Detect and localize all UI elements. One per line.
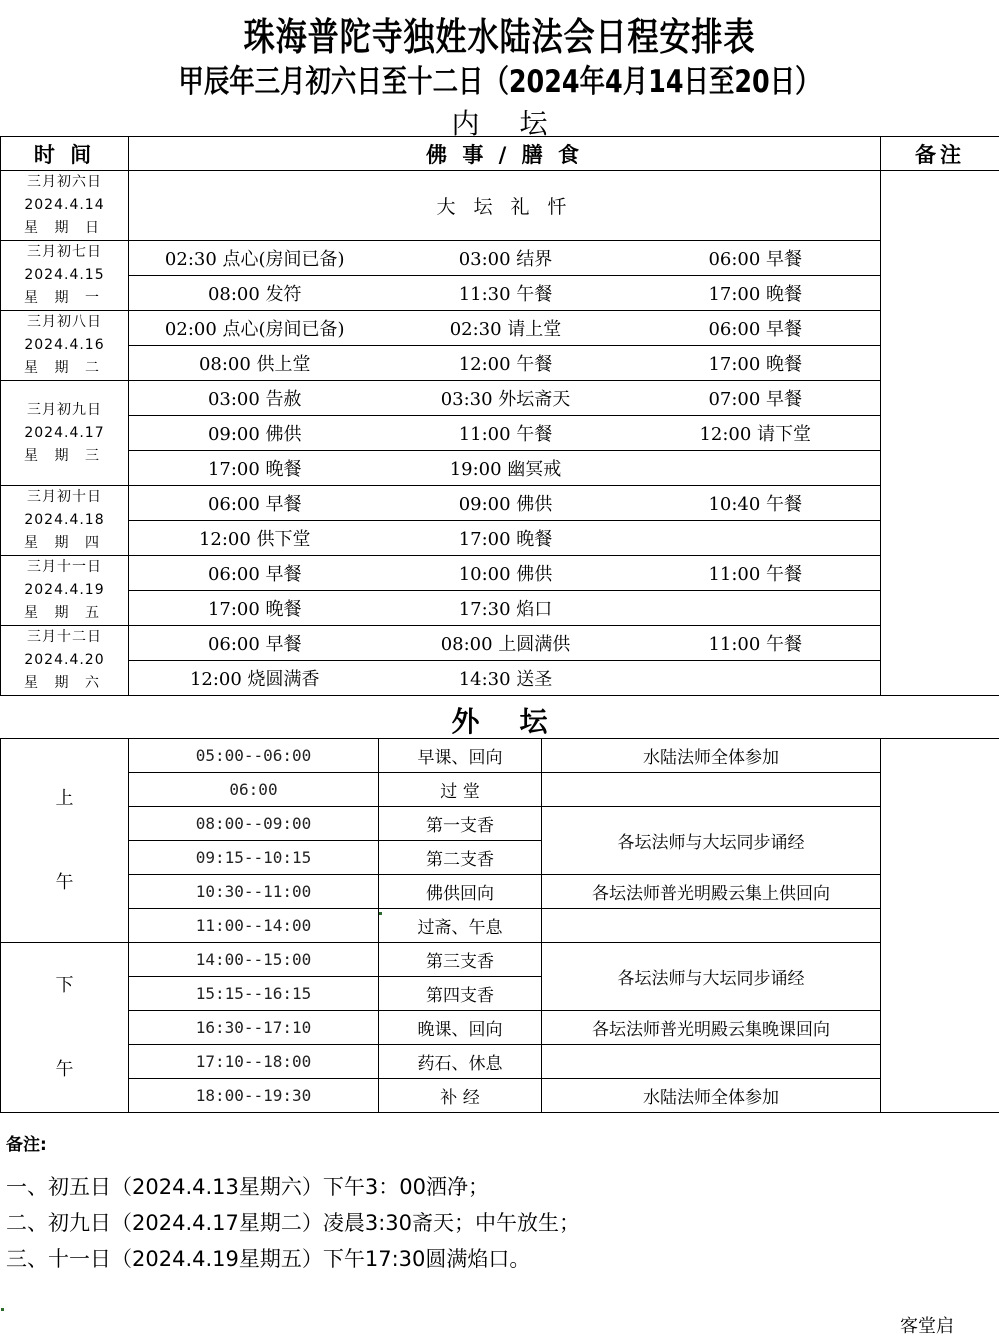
notes-label: 备注:	[6, 1135, 47, 1155]
event-cell: 11:00 午餐	[631, 556, 881, 591]
table-row	[1, 381, 999, 416]
outer-altar-heading: 外坛	[451, 705, 588, 738]
table-row	[1, 416, 999, 451]
solar-date: 2024.4.15	[24, 267, 105, 283]
lunar-date: 三月初十日	[27, 489, 102, 505]
note-cell	[542, 1045, 881, 1079]
lunar-date: 三月初六日	[27, 174, 102, 190]
table-row	[1, 346, 999, 381]
table-row	[1, 1011, 999, 1045]
weekday: 星 期 二	[24, 360, 105, 376]
lunar-date: 三月初七日	[27, 244, 102, 260]
solar-date: 2024.4.17	[24, 424, 105, 441]
time-cell: 05:00--06:00	[129, 739, 379, 773]
note-item: 一、初五日（2024.4.13星期六）下午3：00洒净；	[6, 1175, 489, 1199]
table-row	[1, 276, 999, 311]
event-cell: 12:00 午餐	[381, 346, 631, 381]
event-cell: 17:30 焰口	[381, 591, 631, 626]
remarks-cell	[881, 739, 999, 1113]
weekday: 星 期 五	[24, 605, 105, 621]
table-row	[1, 807, 999, 841]
date-cell	[1, 626, 129, 696]
lunar-date: 三月初九日	[27, 401, 102, 418]
time-cell: 08:00--09:00	[129, 807, 379, 841]
note-cell: 各坛法师普光明殿云集上供回向	[542, 875, 881, 909]
event-cell: 17:00 晚餐	[129, 591, 381, 626]
ritual-cell: 大 坛 礼 忏	[129, 171, 881, 241]
table-row	[1, 773, 999, 807]
table-row	[1, 1079, 999, 1113]
time-cell: 09:15--10:15	[129, 841, 379, 875]
table-row	[1, 875, 999, 909]
event-cell: 11:30 午餐	[381, 276, 631, 311]
notes-section	[6, 1130, 580, 1277]
event-cell: 08:00 发符	[129, 276, 381, 311]
note-item: 三、十一日（2024.4.19星期五）下午17:30圆满焰口。	[6, 1247, 531, 1271]
event-cell: 19:00 幽冥戒	[381, 451, 631, 486]
inner-table-header	[1, 137, 999, 171]
weekday: 星 期 三	[24, 447, 105, 464]
activity-cell: 补 经	[379, 1079, 542, 1113]
afternoon-label: 下 午	[1, 943, 129, 1113]
note-cell: 各坛法师普光明殿云集晚课回向	[542, 1011, 881, 1045]
lunar-date: 三月十二日	[27, 629, 102, 645]
signature: 客堂启	[900, 1316, 954, 1337]
event-cell: 06:00 早餐	[129, 486, 381, 521]
page-subtitle: 甲辰年三月初六日至十二日（2024年4月14日至20日）	[178, 64, 821, 100]
date-cell	[1, 556, 129, 626]
date-cell	[1, 241, 129, 311]
time-cell: 10:30--11:00	[129, 875, 379, 909]
event-cell: 11:00 午餐	[631, 626, 881, 661]
event-cell: 10:00 佛供	[381, 556, 631, 591]
event-cell: 02:00 点心(房间已备)	[129, 311, 381, 346]
activity-cell: 第二支香	[379, 841, 542, 875]
event-cell: 06:00 早餐	[129, 626, 381, 661]
event-cell: 12:00 烧圆满香	[129, 661, 381, 696]
morning-label: 上 午	[1, 739, 129, 943]
solar-date: 2024.4.14	[24, 197, 105, 213]
note-item: 二、初九日（2024.4.17星期二）凌晨3:30斋天；中午放生；	[6, 1211, 581, 1235]
event-cell: 06:00 早餐	[129, 556, 381, 591]
table-row	[1, 739, 999, 773]
time-cell: 17:10--18:00	[129, 1045, 379, 1079]
event-cell: 17:00 晚餐	[631, 276, 881, 311]
weekday: 星 期 一	[24, 290, 105, 306]
event-cell	[631, 521, 881, 556]
table-row	[1, 661, 999, 696]
table-row	[1, 241, 999, 276]
table-row	[1, 486, 999, 521]
inner-altar-table	[0, 136, 999, 696]
note-cell: 各坛法师与大坛同步诵经	[542, 943, 881, 1011]
event-cell: 06:00 早餐	[631, 241, 881, 276]
event-cell: 17:00 晚餐	[381, 521, 631, 556]
lunar-date: 三月十一日	[27, 559, 102, 575]
table-row	[1, 451, 999, 486]
note-cell: 各坛法师与大坛同步诵经	[542, 807, 881, 875]
cell-marker-icon	[379, 912, 382, 915]
date-cell	[1, 381, 129, 486]
activity-cell: 药石、休息	[379, 1045, 542, 1079]
time-cell: 18:00--19:30	[129, 1079, 379, 1113]
note-cell: 水陆法师全体参加	[542, 739, 881, 773]
event-cell: 10:40 午餐	[631, 486, 881, 521]
time-cell: 14:00--15:00	[129, 943, 379, 977]
table-row	[1, 521, 999, 556]
event-cell: 07:00 早餐	[631, 381, 881, 416]
table-row	[1, 171, 999, 241]
page-title: 珠海普陀寺独姓水陆法会日程安排表	[243, 15, 756, 59]
table-row	[1, 556, 999, 591]
event-cell: 09:00 佛供	[381, 486, 631, 521]
event-cell: 02:30 点心(房间已备)	[129, 241, 381, 276]
event-cell: 09:00 佛供	[129, 416, 381, 451]
weekday: 星 期 日	[24, 220, 105, 236]
activity-cell: 过 堂	[379, 773, 542, 807]
solar-date: 2024.4.19	[24, 582, 105, 598]
solar-date: 2024.4.18	[24, 512, 105, 528]
note-cell	[542, 909, 881, 943]
event-cell: 17:00 晚餐	[631, 346, 881, 381]
note-cell	[542, 773, 881, 807]
event-cell: 03:30 外坛斋天	[381, 381, 631, 416]
solar-date: 2024.4.20	[24, 652, 105, 668]
time-cell: 11:00--14:00	[129, 909, 379, 943]
cell-marker-icon	[1, 1308, 4, 1311]
event-cell: 11:00 午餐	[381, 416, 631, 451]
outer-altar-table	[0, 738, 999, 1113]
inner-altar-heading: 内坛	[451, 107, 588, 140]
table-row	[1, 943, 999, 977]
header-remarks: 备注	[881, 137, 999, 171]
activity-cell: 第三支香	[379, 943, 542, 977]
solar-date: 2024.4.16	[24, 337, 105, 353]
lunar-date: 三月初八日	[27, 314, 102, 330]
event-cell: 02:30 请上堂	[381, 311, 631, 346]
event-cell: 12:00 请下堂	[631, 416, 881, 451]
event-cell	[631, 661, 881, 696]
header-time: 时 间	[1, 137, 129, 171]
time-cell: 06:00	[129, 773, 379, 807]
event-cell: 14:30 送圣	[381, 661, 631, 696]
remarks-cell	[881, 171, 999, 696]
activity-cell: 过斋、午息	[379, 909, 542, 943]
event-cell: 03:00 告赦	[129, 381, 381, 416]
activity-cell: 第一支香	[379, 807, 542, 841]
date-cell	[1, 171, 129, 241]
date-cell	[1, 311, 129, 381]
table-row	[1, 909, 999, 943]
time-cell: 16:30--17:10	[129, 1011, 379, 1045]
event-cell: 08:00 供上堂	[129, 346, 381, 381]
activity-cell: 第四支香	[379, 977, 542, 1011]
table-row	[1, 311, 999, 346]
weekday: 星 期 四	[24, 535, 105, 551]
table-row	[1, 591, 999, 626]
note-cell: 水陆法师全体参加	[542, 1079, 881, 1113]
event-cell: 06:00 早餐	[631, 311, 881, 346]
weekday: 星 期 六	[24, 675, 105, 691]
date-cell	[1, 486, 129, 556]
event-cell	[631, 451, 881, 486]
activity-cell: 佛供回向	[379, 875, 542, 909]
header-events: 佛 事 / 膳 食	[129, 137, 881, 171]
event-cell: 03:00 结界	[381, 241, 631, 276]
table-row	[1, 1045, 999, 1079]
event-cell	[631, 591, 881, 626]
event-cell: 17:00 晚餐	[129, 451, 381, 486]
event-cell: 12:00 供下堂	[129, 521, 381, 556]
time-cell: 15:15--16:15	[129, 977, 379, 1011]
table-row	[1, 626, 999, 661]
activity-cell: 早课、回向	[379, 739, 542, 773]
event-cell: 08:00 上圆满供	[381, 626, 631, 661]
activity-cell: 晚课、回向	[379, 1011, 542, 1045]
